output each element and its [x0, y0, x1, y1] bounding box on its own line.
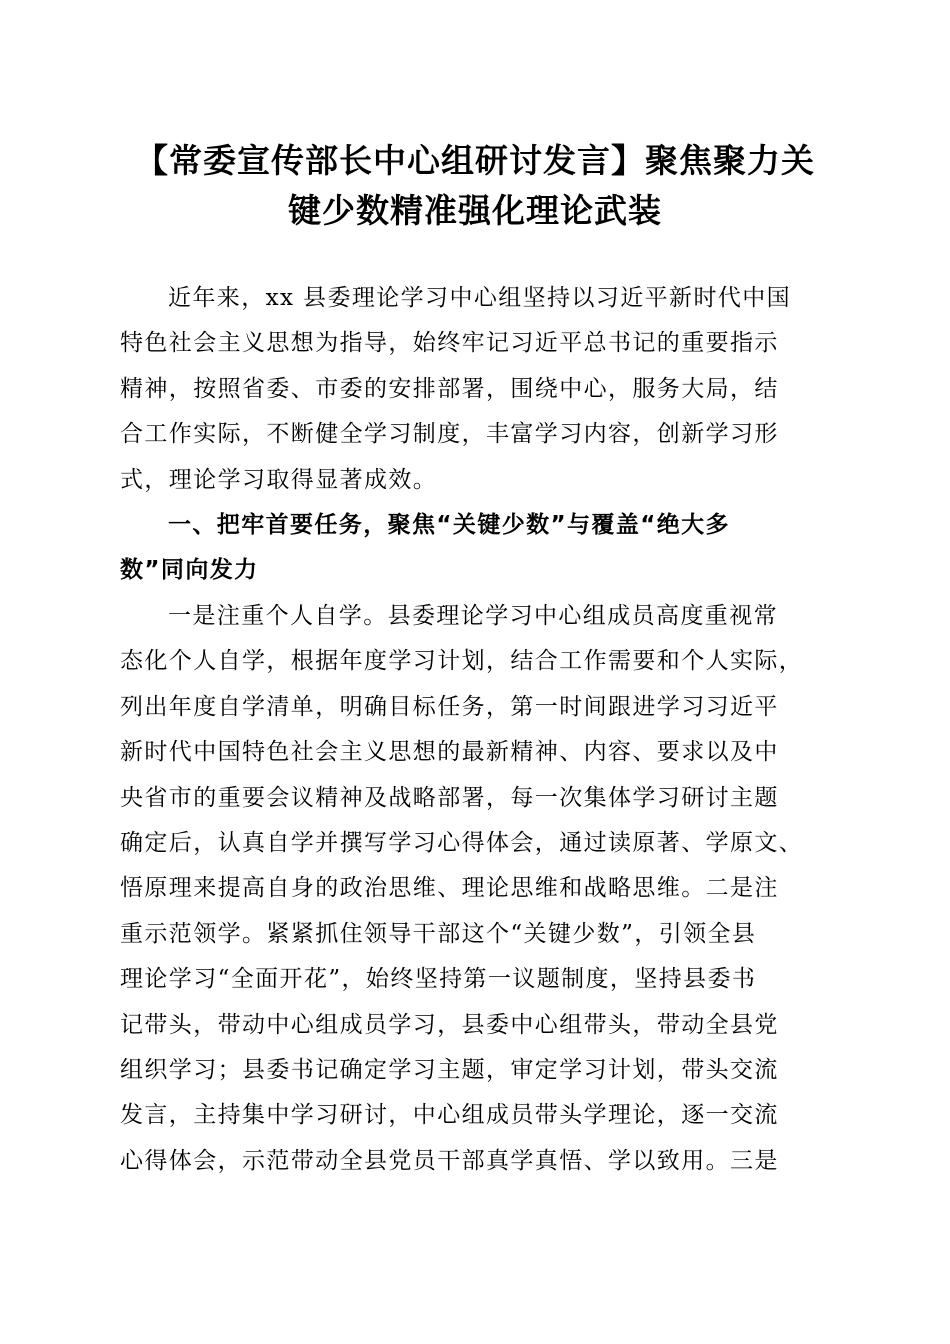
text-line: 记带头，带动中心组成员学习，县委中心组带头，带动全县党 [120, 1011, 779, 1038]
intro-paragraph [120, 276, 835, 503]
section-1-paragraph [120, 594, 835, 1184]
text-line: 合工作实际，不断健全学习制度，丰富学习内容，创新学习形 [120, 421, 779, 448]
text-line: 列出年度自学清单，明确目标任务，第一时间跟进学习习近平 [120, 693, 779, 720]
text-line: 重示范领学。紧紧抓住领导干部这个“关键少数”，引领全县 [120, 920, 757, 947]
text-line: 心得体会，示范带动全县党员干部真学真悟、学以致用。三是 [120, 1147, 779, 1174]
section-heading-1 [120, 503, 835, 594]
text-line: 特色社会主义思想为指导，始终牢记习近平总书记的重要指示 [120, 330, 779, 357]
document-title [110, 136, 840, 236]
text-line: 组织学习；县委书记确定学习主题，审定学习计划，带头交流 [120, 1056, 779, 1083]
text-line: 央省市的重要会议精神及战略部署，每一次集体学习研讨主题 [120, 784, 779, 811]
text-line: 新时代中国特色社会主义思想的最新精神、内容、要求以及中 [120, 739, 779, 766]
text-line: 确定后，认真自学并撰写学习心得体会，通过读原著、学原文、 [120, 829, 804, 856]
text-line: 悟原理来提高自身的政治思维、理论思维和战略思维。二是注 [120, 875, 779, 902]
text-line: 精神，按照省委、市委的安排部署，围绕中心，服务大局，结 [120, 375, 779, 402]
text-line: 近年来，xx 县委理论学习中心组坚持以习近平新时代中国 [168, 285, 792, 311]
text-line: 态化个人自学，根据年度学习计划，结合工作需要和个人实际， [120, 648, 804, 675]
text-line: 式，理论学习取得显著成效。 [120, 466, 438, 493]
text-line: 发言，主持集中学习研讨，中心组成员带头学理论，逐一交流 [120, 1102, 779, 1129]
heading-line: 一、把牢首要任务，聚焦“关键少数”与覆盖“绝大多 [168, 512, 730, 538]
title-line: 键少数精准强化理论武装 [288, 191, 662, 230]
text-line: 一是注重个人自学。县委理论学习中心组成员高度重视常 [168, 603, 778, 629]
heading-line: 数”同向发力 [120, 557, 259, 584]
text-line: 理论学习“全面开花”，始终坚持第一议题制度，坚持县委书 [120, 966, 757, 993]
title-line: 【常委宣传部长中心组研讨发言】聚焦聚力关 [135, 141, 815, 180]
